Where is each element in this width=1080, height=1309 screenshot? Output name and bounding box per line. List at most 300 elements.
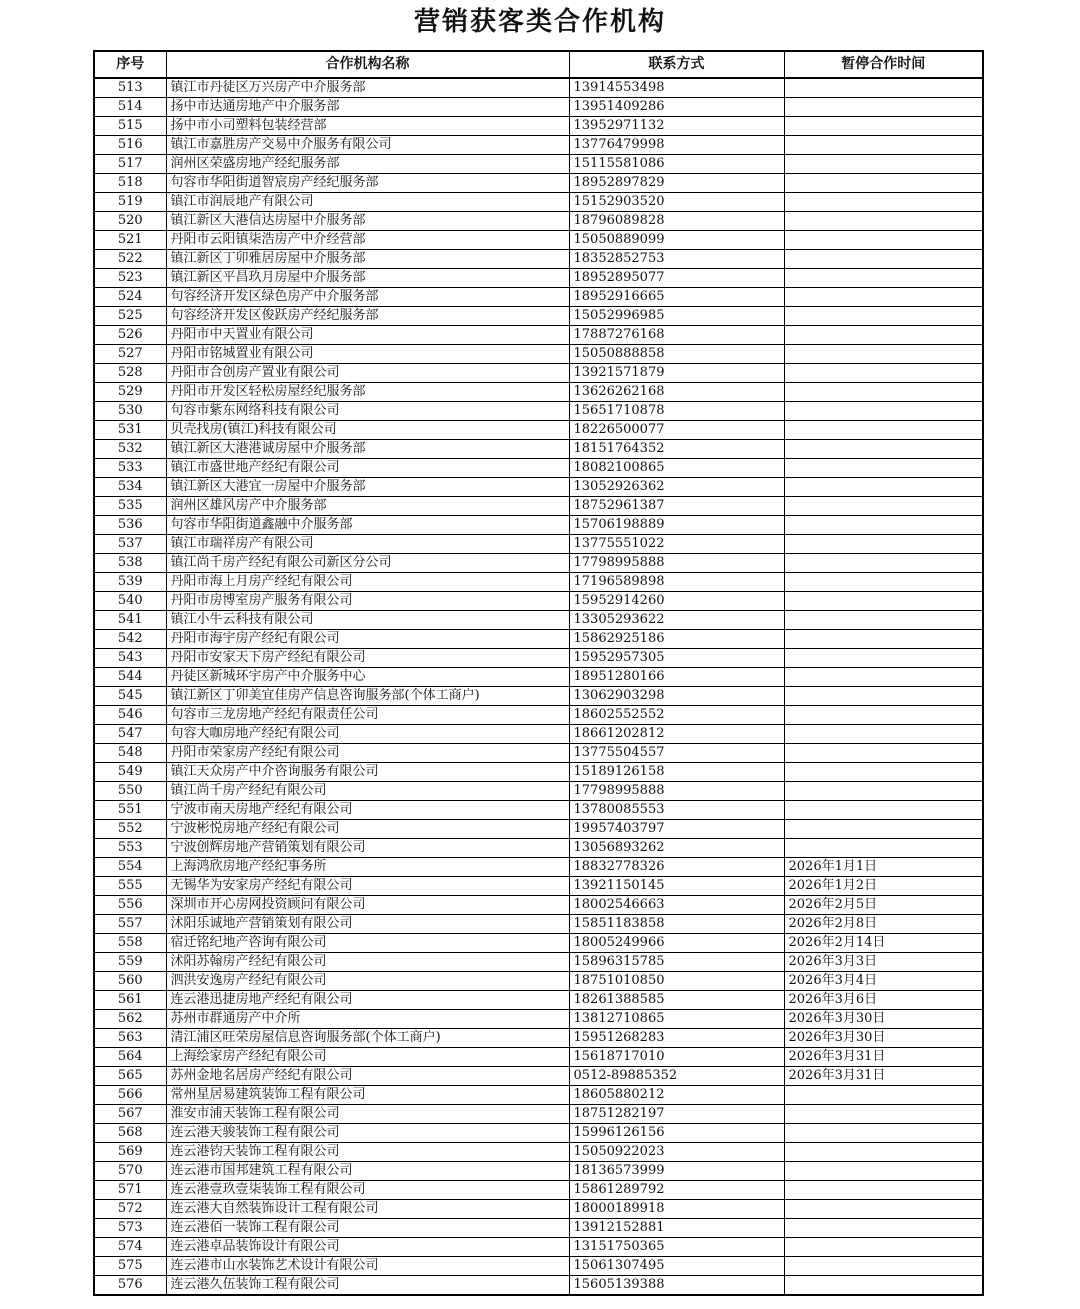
cell-institution-name: 镇江市丹徒区万兴房产中介服务部 — [166, 78, 569, 98]
cell-contact: 18951280166 — [569, 668, 784, 687]
cell-serial-no: 516 — [94, 136, 166, 155]
cell-pause-time — [784, 763, 983, 782]
table-row — [94, 98, 983, 117]
cell-pause-time: 2026年3月3日 — [784, 953, 983, 972]
cell-contact: 18832778326 — [569, 858, 784, 877]
table-row — [94, 1010, 983, 1029]
cell-contact: 0512-89885352 — [569, 1067, 784, 1086]
cell-institution-name: 镇江新区大港信达房屋中介服务部 — [166, 212, 569, 231]
cell-contact: 18151764352 — [569, 440, 784, 459]
cell-serial-no: 546 — [94, 706, 166, 725]
table-row — [94, 744, 983, 763]
table-row — [94, 877, 983, 896]
cell-pause-time — [784, 174, 983, 193]
cell-contact: 15152903520 — [569, 193, 784, 212]
cell-serial-no: 518 — [94, 174, 166, 193]
cell-contact: 15996126156 — [569, 1124, 784, 1143]
cell-serial-no: 540 — [94, 592, 166, 611]
cell-contact: 15050888858 — [569, 345, 784, 364]
table-header-row — [94, 51, 983, 78]
cell-pause-time: 2026年3月4日 — [784, 972, 983, 991]
table-row — [94, 839, 983, 858]
cell-pause-time — [784, 383, 983, 402]
cell-contact: 18952897829 — [569, 174, 784, 193]
cell-contact: 13952971132 — [569, 117, 784, 136]
table-row — [94, 953, 983, 972]
cell-pause-time — [784, 611, 983, 630]
cell-pause-time: 2026年3月30日 — [784, 1010, 983, 1029]
cell-contact: 18796089828 — [569, 212, 784, 231]
cell-pause-time: 2026年2月5日 — [784, 896, 983, 915]
header-institution-name: 合作机构名称 — [166, 51, 569, 78]
cell-institution-name: 泗洪安逸房产经纪有限公司 — [166, 972, 569, 991]
cell-institution-name: 镇江天众房产中介咨询服务有限公司 — [166, 763, 569, 782]
cell-serial-no: 514 — [94, 98, 166, 117]
cell-serial-no: 537 — [94, 535, 166, 554]
cell-pause-time — [784, 288, 983, 307]
cell-contact: 15706198889 — [569, 516, 784, 535]
cell-pause-time — [784, 573, 983, 592]
table-row — [94, 1086, 983, 1105]
cell-contact: 13062903298 — [569, 687, 784, 706]
cell-pause-time — [784, 801, 983, 820]
table-row — [94, 497, 983, 516]
cell-serial-no: 533 — [94, 459, 166, 478]
table-row — [94, 1238, 983, 1257]
cell-institution-name: 润州区荣盛房地产经纪服务部 — [166, 155, 569, 174]
cell-serial-no: 528 — [94, 364, 166, 383]
cell-serial-no: 521 — [94, 231, 166, 250]
cell-institution-name: 润州区雄风房产中介服务部 — [166, 497, 569, 516]
cell-serial-no: 544 — [94, 668, 166, 687]
cell-contact: 15189126158 — [569, 763, 784, 782]
cell-contact: 15862925186 — [569, 630, 784, 649]
cell-serial-no: 529 — [94, 383, 166, 402]
table-row — [94, 1143, 983, 1162]
cell-contact: 18751010850 — [569, 972, 784, 991]
header-serial-no: 序号 — [94, 51, 166, 78]
table-row — [94, 649, 983, 668]
cell-pause-time — [784, 554, 983, 573]
cell-pause-time — [784, 155, 983, 174]
cell-institution-name: 连云港市国邦建筑工程有限公司 — [166, 1162, 569, 1181]
cell-institution-name: 无锡华为安家房产经纪有限公司 — [166, 877, 569, 896]
cell-serial-no: 575 — [94, 1257, 166, 1276]
cell-contact: 15861289792 — [569, 1181, 784, 1200]
cell-pause-time — [784, 212, 983, 231]
cell-pause-time: 2026年3月30日 — [784, 1029, 983, 1048]
cell-institution-name: 丹阳市铭城置业有限公司 — [166, 345, 569, 364]
table-row — [94, 934, 983, 953]
cell-contact: 13052926362 — [569, 478, 784, 497]
cell-institution-name: 句容经济开发区绿色房产中介服务部 — [166, 288, 569, 307]
table-row — [94, 364, 983, 383]
cell-contact: 18136573999 — [569, 1162, 784, 1181]
cell-institution-name: 丹阳市云阳镇柒浩房产中介经营部 — [166, 231, 569, 250]
cell-serial-no: 558 — [94, 934, 166, 953]
cell-institution-name: 淮安市浦天装饰工程有限公司 — [166, 1105, 569, 1124]
cell-pause-time — [784, 706, 983, 725]
cell-pause-time — [784, 782, 983, 801]
cell-institution-name: 宁波彬悦房地产经纪有限公司 — [166, 820, 569, 839]
cell-pause-time — [784, 1143, 983, 1162]
cell-contact: 17798995888 — [569, 782, 784, 801]
cell-institution-name: 镇江尚千房产经纪有限公司 — [166, 782, 569, 801]
cell-pause-time: 2026年3月31日 — [784, 1048, 983, 1067]
cell-serial-no: 526 — [94, 326, 166, 345]
cell-serial-no: 562 — [94, 1010, 166, 1029]
table-row — [94, 1029, 983, 1048]
cell-contact: 18751282197 — [569, 1105, 784, 1124]
cell-contact: 17887276168 — [569, 326, 784, 345]
cell-serial-no: 555 — [94, 877, 166, 896]
cell-serial-no: 523 — [94, 269, 166, 288]
cell-institution-name: 扬中市小司塑料包装经营部 — [166, 117, 569, 136]
cell-institution-name: 丹阳市海宇房产经纪有限公司 — [166, 630, 569, 649]
cell-contact: 13912152881 — [569, 1219, 784, 1238]
table-row — [94, 155, 983, 174]
cell-serial-no: 556 — [94, 896, 166, 915]
cell-contact: 18602552552 — [569, 706, 784, 725]
cell-institution-name: 镇江尚千房产经纪有限公司新区分公司 — [166, 554, 569, 573]
cell-contact: 18002546663 — [569, 896, 784, 915]
cell-pause-time — [784, 687, 983, 706]
table-row — [94, 174, 983, 193]
cell-institution-name: 扬中市达通房地产中介服务部 — [166, 98, 569, 117]
table-row — [94, 1124, 983, 1143]
table-row — [94, 687, 983, 706]
cell-contact: 15952914260 — [569, 592, 784, 611]
cell-institution-name: 深圳市开心房网投资顾问有限公司 — [166, 896, 569, 915]
cell-pause-time — [784, 364, 983, 383]
table-row — [94, 440, 983, 459]
cell-contact: 18261388585 — [569, 991, 784, 1010]
cell-serial-no: 525 — [94, 307, 166, 326]
table-row — [94, 1200, 983, 1219]
cell-pause-time — [784, 117, 983, 136]
cell-contact: 13151750365 — [569, 1238, 784, 1257]
cell-serial-no: 554 — [94, 858, 166, 877]
cell-pause-time — [784, 98, 983, 117]
table-row — [94, 269, 983, 288]
cell-institution-name: 沭阳乐诚地产营销策划有限公司 — [166, 915, 569, 934]
cell-institution-name: 丹阳市海上月房产经纪有限公司 — [166, 573, 569, 592]
cell-contact: 13951409286 — [569, 98, 784, 117]
cell-contact: 18000189918 — [569, 1200, 784, 1219]
cell-pause-time — [784, 1181, 983, 1200]
cell-contact: 18005249966 — [569, 934, 784, 953]
cell-contact: 13775504557 — [569, 744, 784, 763]
cell-contact: 17196589898 — [569, 573, 784, 592]
table-row — [94, 668, 983, 687]
cell-contact: 15851183858 — [569, 915, 784, 934]
cell-pause-time — [784, 668, 983, 687]
cell-contact: 13921150145 — [569, 877, 784, 896]
table-row — [94, 231, 983, 250]
cell-pause-time: 2026年1月1日 — [784, 858, 983, 877]
cell-contact: 15115581086 — [569, 155, 784, 174]
cell-contact: 13812710865 — [569, 1010, 784, 1029]
table-row — [94, 725, 983, 744]
cell-contact: 19957403797 — [569, 820, 784, 839]
cell-serial-no: 559 — [94, 953, 166, 972]
cell-serial-no: 534 — [94, 478, 166, 497]
cell-serial-no: 567 — [94, 1105, 166, 1124]
table-row — [94, 858, 983, 877]
cell-contact: 18605880212 — [569, 1086, 784, 1105]
cell-serial-no: 571 — [94, 1181, 166, 1200]
table-row — [94, 117, 983, 136]
cell-institution-name: 贝壳找房(镇江)科技有限公司 — [166, 421, 569, 440]
cell-serial-no: 557 — [94, 915, 166, 934]
cell-serial-no: 513 — [94, 78, 166, 98]
cell-pause-time — [784, 459, 983, 478]
cell-serial-no: 573 — [94, 1219, 166, 1238]
table-row — [94, 1219, 983, 1238]
cell-pause-time — [784, 231, 983, 250]
cell-pause-time — [784, 478, 983, 497]
cell-pause-time — [784, 1105, 983, 1124]
cell-serial-no: 524 — [94, 288, 166, 307]
cell-institution-name: 丹阳市安家天下房产经纪有限公司 — [166, 649, 569, 668]
cell-pause-time — [784, 1238, 983, 1257]
cell-serial-no: 570 — [94, 1162, 166, 1181]
cell-institution-name: 连云港钧天装饰工程有限公司 — [166, 1143, 569, 1162]
cell-institution-name: 镇江新区平昌玖月房屋中介服务部 — [166, 269, 569, 288]
cell-contact: 18952895077 — [569, 269, 784, 288]
cell-serial-no: 568 — [94, 1124, 166, 1143]
cell-serial-no: 563 — [94, 1029, 166, 1048]
cell-pause-time: 2026年2月14日 — [784, 934, 983, 953]
table-row — [94, 136, 983, 155]
cell-serial-no: 547 — [94, 725, 166, 744]
cell-serial-no: 539 — [94, 573, 166, 592]
cell-pause-time — [784, 250, 983, 269]
cell-institution-name: 丹阳市房博室房产服务有限公司 — [166, 592, 569, 611]
cell-contact: 15618717010 — [569, 1048, 784, 1067]
table-row — [94, 78, 983, 98]
cell-serial-no: 532 — [94, 440, 166, 459]
table-row — [94, 1181, 983, 1200]
table-row — [94, 383, 983, 402]
table-row — [94, 1257, 983, 1276]
cell-contact: 18752961387 — [569, 497, 784, 516]
cell-institution-name: 镇江新区大港宜一房屋中介服务部 — [166, 478, 569, 497]
cell-pause-time — [784, 630, 983, 649]
table-row — [94, 1067, 983, 1086]
cell-institution-name: 连云港卓品装饰设计有限公司 — [166, 1238, 569, 1257]
cell-pause-time — [784, 136, 983, 155]
table-row — [94, 326, 983, 345]
cell-institution-name: 句容市紫东网络科技有限公司 — [166, 402, 569, 421]
cell-institution-name: 连云港佰一装饰工程有限公司 — [166, 1219, 569, 1238]
cell-pause-time: 2026年2月8日 — [784, 915, 983, 934]
cell-institution-name: 句容经济开发区俊跃房产经纪服务部 — [166, 307, 569, 326]
cell-contact: 15952957305 — [569, 649, 784, 668]
cell-pause-time — [784, 725, 983, 744]
table-row — [94, 535, 983, 554]
cell-serial-no: 552 — [94, 820, 166, 839]
cell-contact: 13775551022 — [569, 535, 784, 554]
cell-serial-no: 550 — [94, 782, 166, 801]
table-row — [94, 972, 983, 991]
cell-serial-no: 564 — [94, 1048, 166, 1067]
cell-institution-name: 沭阳苏翰房产经纪有限公司 — [166, 953, 569, 972]
cell-serial-no: 549 — [94, 763, 166, 782]
cell-serial-no: 542 — [94, 630, 166, 649]
cell-institution-name: 丹阳市荣家房产经纪有限公司 — [166, 744, 569, 763]
table-row — [94, 630, 983, 649]
page-title: 营销获客类合作机构 — [413, 7, 666, 37]
cell-institution-name: 镇江市润辰地产有限公司 — [166, 193, 569, 212]
table-row — [94, 288, 983, 307]
cell-serial-no: 541 — [94, 611, 166, 630]
table-row — [94, 801, 983, 820]
cell-contact: 15896315785 — [569, 953, 784, 972]
cell-institution-name: 宿迁铭纪地产咨询有限公司 — [166, 934, 569, 953]
table-row — [94, 212, 983, 231]
cell-pause-time — [784, 1162, 983, 1181]
cell-contact: 15050922023 — [569, 1143, 784, 1162]
header-contact: 联系方式 — [569, 51, 784, 78]
cell-institution-name: 清江浦区旺荣房屋信息咨询服务部(个体工商户) — [166, 1029, 569, 1048]
table-row — [94, 1276, 983, 1296]
cell-pause-time — [784, 269, 983, 288]
cell-contact: 17798995888 — [569, 554, 784, 573]
cell-pause-time — [784, 78, 983, 98]
cell-serial-no: 538 — [94, 554, 166, 573]
cell-pause-time — [784, 649, 983, 668]
cell-serial-no: 535 — [94, 497, 166, 516]
cell-institution-name: 镇江新区丁卯美宜佳房产信息咨询服务部(个体工商户) — [166, 687, 569, 706]
table-row — [94, 1162, 983, 1181]
cell-institution-name: 连云港天骏装饰工程有限公司 — [166, 1124, 569, 1143]
cell-pause-time — [784, 307, 983, 326]
cell-contact: 13921571879 — [569, 364, 784, 383]
cell-institution-name: 上海鸿欣房地产经纪事务所 — [166, 858, 569, 877]
cell-institution-name: 丹阳市中天置业有限公司 — [166, 326, 569, 345]
cell-pause-time — [784, 839, 983, 858]
table-row — [94, 573, 983, 592]
cell-pause-time — [784, 820, 983, 839]
cell-institution-name: 镇江市嘉胜房产交易中介服务有限公司 — [166, 136, 569, 155]
cell-institution-name: 连云港市山水装饰艺术设计有限公司 — [166, 1257, 569, 1276]
cell-pause-time — [784, 345, 983, 364]
table-row — [94, 193, 983, 212]
partner-table — [93, 50, 984, 1296]
table-row — [94, 763, 983, 782]
header-pause-time: 暂停合作时间 — [784, 51, 983, 78]
cell-serial-no: 515 — [94, 117, 166, 136]
cell-contact: 13305293622 — [569, 611, 784, 630]
cell-contact: 15605139388 — [569, 1276, 784, 1296]
cell-pause-time — [784, 1219, 983, 1238]
cell-contact: 15651710878 — [569, 402, 784, 421]
cell-institution-name: 丹徒区新城环宇房产中介服务中心 — [166, 668, 569, 687]
table-row — [94, 402, 983, 421]
table-row — [94, 915, 983, 934]
cell-pause-time — [784, 535, 983, 554]
table-row — [94, 421, 983, 440]
table-row — [94, 345, 983, 364]
cell-contact: 15951268283 — [569, 1029, 784, 1048]
cell-serial-no: 574 — [94, 1238, 166, 1257]
cell-pause-time — [784, 1200, 983, 1219]
cell-serial-no: 561 — [94, 991, 166, 1010]
cell-contact: 18352852753 — [569, 250, 784, 269]
cell-institution-name: 苏州市群通房产中介所 — [166, 1010, 569, 1029]
cell-serial-no: 517 — [94, 155, 166, 174]
cell-serial-no: 576 — [94, 1276, 166, 1296]
cell-institution-name: 上海绘家房产经纪有限公司 — [166, 1048, 569, 1067]
cell-contact: 13056893262 — [569, 839, 784, 858]
cell-serial-no: 530 — [94, 402, 166, 421]
cell-pause-time: 2026年1月2日 — [784, 877, 983, 896]
table-row — [94, 706, 983, 725]
cell-pause-time — [784, 1124, 983, 1143]
cell-contact: 13626262168 — [569, 383, 784, 402]
cell-pause-time — [784, 516, 983, 535]
cell-serial-no: 522 — [94, 250, 166, 269]
cell-contact: 15050889099 — [569, 231, 784, 250]
table-row — [94, 592, 983, 611]
table-row — [94, 896, 983, 915]
cell-contact: 18226500077 — [569, 421, 784, 440]
table-row — [94, 554, 983, 573]
cell-institution-name: 常州星居易建筑装饰工程有限公司 — [166, 1086, 569, 1105]
table-row — [94, 1105, 983, 1124]
cell-institution-name: 丹阳市合创房产置业有限公司 — [166, 364, 569, 383]
cell-serial-no: 553 — [94, 839, 166, 858]
cell-contact: 15061307495 — [569, 1257, 784, 1276]
cell-serial-no: 545 — [94, 687, 166, 706]
table-row — [94, 611, 983, 630]
table-row — [94, 459, 983, 478]
table-row — [94, 516, 983, 535]
table-row — [94, 478, 983, 497]
cell-institution-name: 镇江新区丁卯雅居房屋中介服务部 — [166, 250, 569, 269]
cell-pause-time — [784, 193, 983, 212]
table-row — [94, 991, 983, 1010]
cell-institution-name: 丹阳市开发区轻松房屋经纪服务部 — [166, 383, 569, 402]
cell-contact: 13780085553 — [569, 801, 784, 820]
cell-serial-no: 551 — [94, 801, 166, 820]
cell-pause-time — [784, 592, 983, 611]
cell-contact: 13914553498 — [569, 78, 784, 98]
cell-serial-no: 543 — [94, 649, 166, 668]
cell-serial-no: 520 — [94, 212, 166, 231]
cell-contact: 15052996985 — [569, 307, 784, 326]
cell-serial-no: 527 — [94, 345, 166, 364]
cell-contact: 18082100865 — [569, 459, 784, 478]
cell-institution-name: 句容大咖房地产经纪有限公司 — [166, 725, 569, 744]
cell-contact: 18661202812 — [569, 725, 784, 744]
cell-institution-name: 镇江新区大港港诚房屋中介服务部 — [166, 440, 569, 459]
cell-serial-no: 565 — [94, 1067, 166, 1086]
cell-institution-name: 镇江小牛云科技有限公司 — [166, 611, 569, 630]
cell-institution-name: 连云港大自然装饰设计工程有限公司 — [166, 1200, 569, 1219]
cell-pause-time — [784, 497, 983, 516]
cell-institution-name: 宁波创辉房地产营销策划有限公司 — [166, 839, 569, 858]
cell-pause-time — [784, 421, 983, 440]
cell-institution-name: 连云港壹玖壹柒装饰工程有限公司 — [166, 1181, 569, 1200]
table-row — [94, 307, 983, 326]
table-row — [94, 782, 983, 801]
cell-pause-time: 2026年3月6日 — [784, 991, 983, 1010]
cell-institution-name: 句容市华阳街道鑫融中介服务部 — [166, 516, 569, 535]
cell-contact: 13776479998 — [569, 136, 784, 155]
cell-serial-no: 569 — [94, 1143, 166, 1162]
